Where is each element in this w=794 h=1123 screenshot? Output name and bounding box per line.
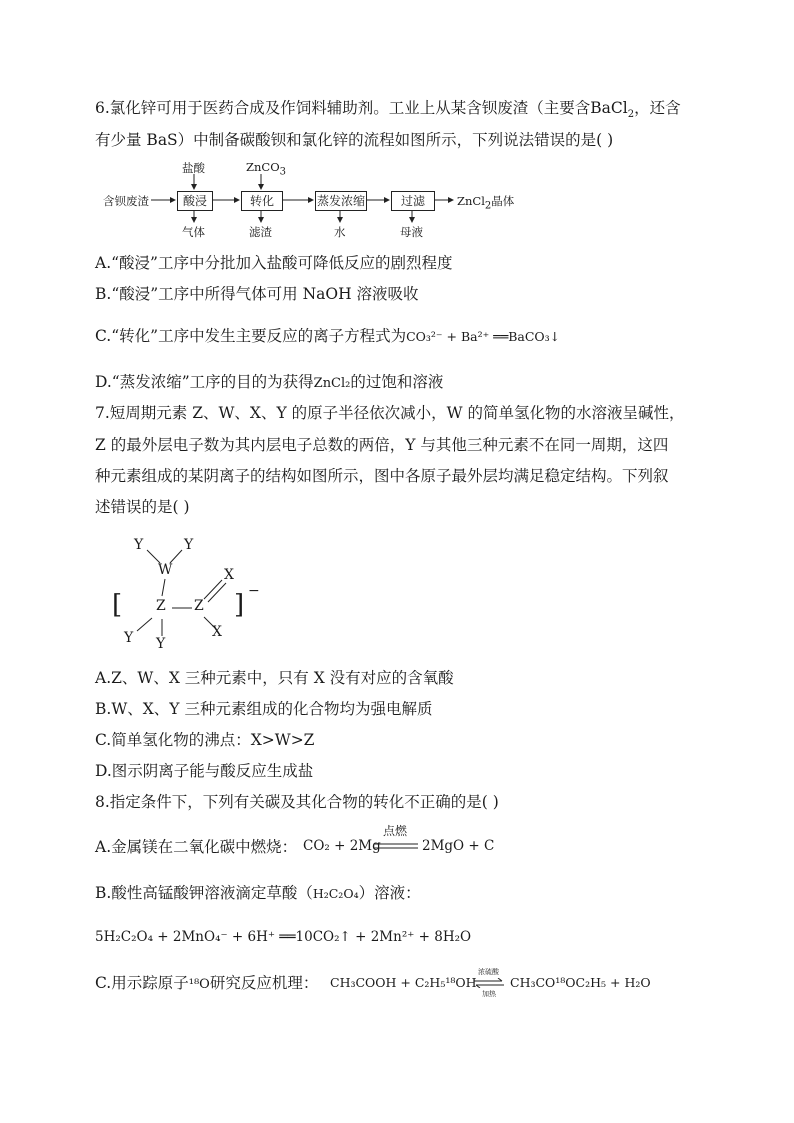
atom-x-1: X <box>224 567 234 583</box>
flow-input-znco3-text: ZnCO <box>246 160 280 174</box>
q6-option-b: B.“酸浸”工序中所得气体可用 NaOH 溶液吸收 <box>95 285 419 303</box>
q6-line-1-text: 6.氯化锌可用于医药合成及作饲料辅助剂。工业上从某含钡废渣（主要含BaCl <box>95 99 628 117</box>
flow-output-gas: 气体 <box>182 225 205 239</box>
q6-option-c <box>95 325 560 348</box>
flow-input-znco3 <box>246 160 286 178</box>
q6-option-d-chem: ZnCl₂ <box>313 376 351 391</box>
q8-option-b-tail: ）溶液： <box>358 884 421 902</box>
flow-input-hcl: 盐酸 <box>182 161 205 175</box>
q8-option-c-mid: 研究反应机理： <box>209 974 319 992</box>
structure-bonds <box>110 535 270 655</box>
atom-y-1: Y <box>134 537 144 553</box>
left-bracket: [ <box>112 590 123 620</box>
flow-product-text: ZnCl <box>457 194 485 208</box>
q6-option-d-text: D.“蒸发浓缩”工序的目的为获得 <box>95 373 314 391</box>
q7-option-b: B.W、X、Y 三种元素组成的化合物均为强电解质 <box>95 700 433 718</box>
flow-box-evaporate: 蒸发浓缩 <box>315 191 367 211</box>
flow-start-label: 含钡废渣 <box>103 194 149 208</box>
q8-option-b-equation: 5H₂C₂O₄ + 2MnO₄⁻ + 6H⁺ ══10CO₂↑ + 2Mn²⁺ + 8H₂O <box>95 929 472 945</box>
right-bracket: ] <box>234 590 245 620</box>
atom-y-3: Y <box>124 630 134 646</box>
q8-option-c-text: C.用示踪原子 <box>95 974 189 992</box>
q8-option-a-condition: 点燃 <box>383 824 408 838</box>
q8-option-b-text: B.酸性高锰酸钾溶液滴定草酸（ <box>95 884 313 902</box>
atom-z-1: Z <box>156 598 166 614</box>
atom-y-4: Y <box>156 636 166 652</box>
q8-option-c-isotope: ¹⁸O <box>188 977 210 992</box>
q8-option-a-equals <box>374 842 418 850</box>
flow-box-acid-leach: 酸浸 <box>177 191 213 211</box>
q8-line-1: 8.指定条件下，下列有关碳及其化合物的转化不正确的是( ) <box>95 793 499 811</box>
atom-y-2: Y <box>184 537 194 553</box>
q8-option-c-right: CH₃CO¹⁸OC₂H₅ + H₂O <box>510 975 651 990</box>
atom-x-2: X <box>212 624 222 640</box>
q7-line-1: 7.短周期元素 Z、W、X、Y 的原子半径依次减小，W 的简单氢化物的水溶液呈碱性， <box>95 404 685 422</box>
anion-charge: − <box>248 583 260 599</box>
flow-output-residue: 滤渣 <box>249 225 272 239</box>
atom-w: W <box>158 562 173 578</box>
q8-option-c-reversible-arrow <box>474 978 504 988</box>
q6-line-1-sub: 2 <box>627 109 635 121</box>
q6-option-d <box>95 371 443 395</box>
q8-option-c-cond-1: 浓硫酸 <box>478 968 499 976</box>
q6-line-1 <box>95 97 681 119</box>
atom-z-2: Z <box>194 598 204 614</box>
q6-option-c-equation: CO₃²⁻ + Ba²⁺ ══BaCO₃↓ <box>406 329 561 344</box>
flow-product-tail: 晶体 <box>491 194 515 208</box>
q8-option-a-right: 2MgO + C <box>422 838 495 854</box>
process-flowchart <box>95 160 525 240</box>
q6-option-c-text: C.“转化”工序中发生主要反应的离子方程式为 <box>95 327 407 345</box>
q7-line-4: 述错误的是( ) <box>95 498 190 516</box>
q7-option-c: C.简单氢化物的沸点：X>W>Z <box>95 731 315 749</box>
flow-output-water: 水 <box>334 225 346 239</box>
flow-product-sub: 2 <box>484 200 492 212</box>
anion-structure-diagram <box>110 535 270 655</box>
q7-option-a: A.Z、W、X 三种元素中，只有 X 没有对应的含氧酸 <box>95 669 454 687</box>
flow-input-znco3-sub: 3 <box>279 166 286 178</box>
q8-option-b-chem: H₂C₂O₄ <box>312 886 359 901</box>
q8-option-a-left: CO₂ + 2Mg <box>303 838 381 854</box>
q8-option-c-cond-2: 加热 <box>482 990 496 998</box>
q6-option-a: A.“酸浸”工序中分批加入盐酸可降低反应的剧烈程度 <box>95 254 453 272</box>
q8-option-c <box>95 972 318 996</box>
q7-line-2: Z 的最外层电子数为其内层电子总数的两倍，Y 与其他三种元素不在同一周期，这四 <box>95 436 669 454</box>
q8-option-a <box>95 836 297 858</box>
flow-output-mother-liquor: 母液 <box>400 225 423 239</box>
flow-box-convert: 转化 <box>241 191 283 211</box>
q6-option-d-tail: 的过饱和溶液 <box>350 373 444 391</box>
flow-product <box>457 193 515 212</box>
q6-line-2: 有少量 BaS）中制备碳酸钡和氯化锌的流程如图所示，下列说法错误的是( ) <box>95 131 614 149</box>
q8-option-c-left: CH₃COOH + C₂H₅¹⁸OH <box>330 975 477 990</box>
q8-option-a-text: A.金属镁在二氧化碳中燃烧： <box>95 838 298 856</box>
q7-line-3: 种元素组成的某阴离子的结构如图所示，图中各原子最外层均满足稳定结构。下列叙 <box>95 467 669 485</box>
flow-box-filter: 过滤 <box>391 191 435 211</box>
q8-option-b <box>95 882 421 905</box>
q6-line-1-tail: ，还含 <box>634 99 681 117</box>
q7-option-d: D.图示阴离子能与酸反应生成盐 <box>95 762 314 780</box>
